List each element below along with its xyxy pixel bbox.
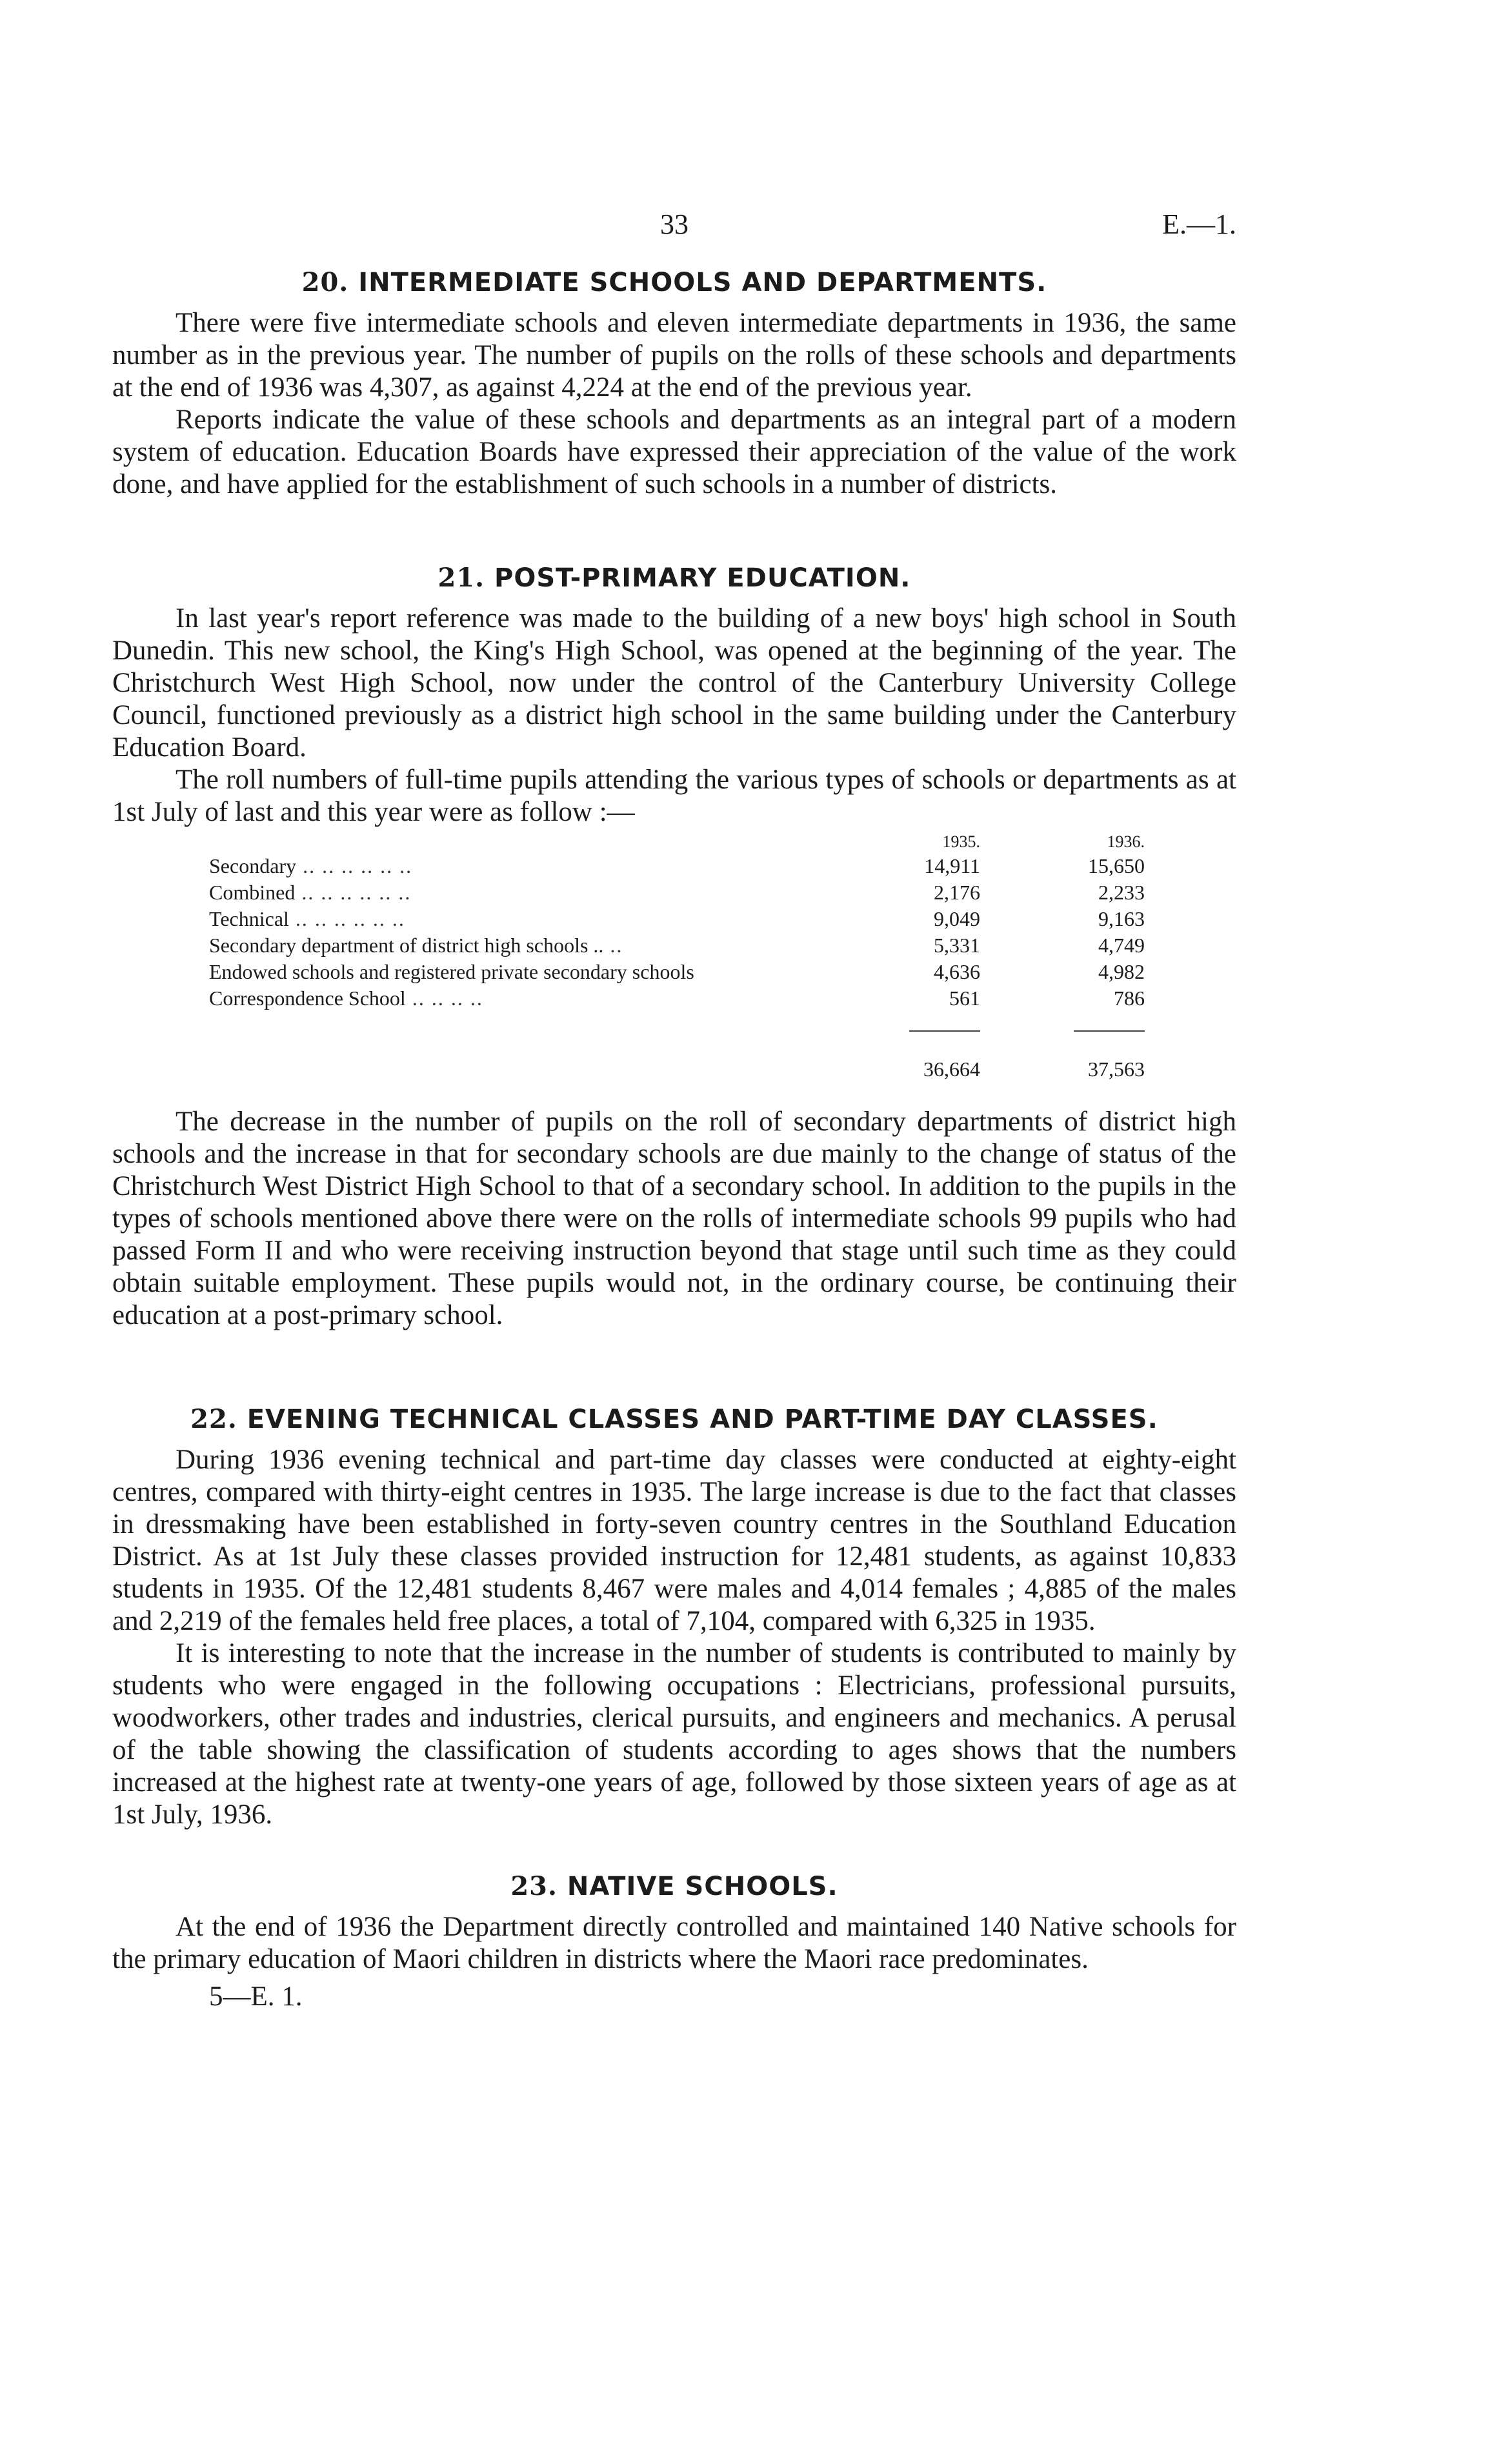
table-row [209, 932, 1145, 959]
section-evening-technical-classes [112, 1401, 1236, 1831]
section-heading [112, 265, 1236, 301]
table-row [209, 879, 1145, 906]
paragraph: Reports indicate the value of these schools and departments as an integral part of a modern system of education. Education Boards have expressed their appreciation of the value of the work done, and have applied for the establishment of such schools in a number of districts. [112, 405, 1236, 499]
section-title: POST-PRIMARY EDUCATION. [494, 563, 911, 593]
row-label: Endowed schools and registered private secondary schools [209, 960, 694, 983]
leader-dots: .. .. .. .. .. .. [296, 854, 413, 877]
page-header [112, 194, 1236, 252]
table-row [209, 906, 1145, 932]
section-post-primary-education [112, 560, 1236, 1332]
leader-dots: .. [603, 934, 623, 957]
value-1935: 14,911 [924, 854, 980, 877]
row-label: Technical [209, 907, 289, 930]
value-1936: 4,749 [1098, 934, 1145, 957]
paragraph: There were five intermediate schools and eleven intermediate departments in 1936, the same number as in the previous year. The number of pupils on the rolls of these schools and departments at the end of 1936 was 4,307, as against 4,224 at the end of the previous year. [112, 308, 1236, 403]
total-1936: 37,563 [1088, 1057, 1145, 1081]
value-1936: 786 [1114, 987, 1145, 1010]
sum-rule [909, 1030, 980, 1032]
row-label: Secondary department of district high schools .. [209, 934, 604, 957]
document-page [112, 194, 1236, 2012]
section-number: 20. [301, 267, 349, 297]
value-1935: 4,636 [934, 960, 980, 983]
total-row [209, 1038, 1145, 1083]
paragraph: During 1936 evening technical and part-time day classes were conducted at eighty-eight centres, compared with thirty-eight centres in 1935. The large increase is due to the fact that classes in dressmaking have been established in forty-seven country centres in the Southland Education District. As at 1st July these classes provided instruction for 12,481 students, as against 10,833 students in 1935. Of the 12,481 students 8,467 were males and 4,014 females ; 4,885 of the males and 2,219 of the females held free places, a total of 7,104, compared with 6,325 in 1935. [112, 1445, 1236, 1636]
value-1936: 9,163 [1098, 907, 1145, 930]
page-number: 33 [660, 208, 689, 240]
section-heading [112, 1868, 1236, 1905]
section-title: NATIVE SCHOOLS. [567, 1872, 838, 1901]
document-reference: E.—1. [1162, 208, 1236, 240]
paragraph: At the end of 1936 the Department directly controlled and maintained 140 Native schools for the primary education of Maori children in districts where the Maori race predominates. [112, 1912, 1236, 1974]
rule-row [209, 1012, 1145, 1038]
table-header-row [209, 831, 1145, 853]
signature-mark: 5—E. 1. [209, 1981, 303, 2012]
section-number: 23. [510, 1871, 558, 1901]
table-row [209, 853, 1145, 879]
value-1935: 9,049 [934, 907, 980, 930]
column-header-1936: 1936. [1107, 832, 1145, 851]
section-number: 22. [190, 1404, 237, 1434]
paragraph: In last year's report reference was made to the building of a new boys' high school in South Dunedin. This new school, the King's High School, was opened at the beginning of the year. The Christchurch West High School, now under the control of the Canterbury University College Council, functioned previously as a district high school in the same building under the Canterbury Education Board. [112, 603, 1236, 763]
column-header-1935: 1935. [942, 832, 980, 851]
leader-dots: .. .. .. .. .. .. [295, 881, 412, 904]
table-row [209, 959, 1145, 985]
value-1935: 2,176 [934, 881, 980, 904]
section-title: INTERMEDIATE SCHOOLS AND DEPARTMENTS. [358, 268, 1047, 297]
row-label: Correspondence School [209, 987, 406, 1010]
paragraph: The decrease in the number of pupils on the roll of secondary departments of district high schools and the increase in that for secondary schools are due mainly to the change of status of the Christchurch West District High School to that of a secondary school. In addition to the pupils in the types of schools mentioned above there were on the rolls of intermediate schools 99 pupils who had passed Form II and who were receiving instruction beyond that stage until such time as they could obtain suitable employment. These pupils would not, in the ordinary course, be continuing their education at a post-primary school. [112, 1107, 1236, 1330]
sum-rule [1074, 1030, 1145, 1032]
leader-dots: .. .. .. .. .. .. [288, 907, 405, 930]
roll-numbers-table [209, 831, 1145, 1083]
row-label: Combined [209, 881, 296, 904]
table-row [209, 985, 1145, 1012]
row-label: Secondary [209, 854, 297, 877]
section-native-schools [112, 1868, 1236, 1976]
paragraph: It is interesting to note that the increase in the number of students is contributed to mainly by students who were engaged in the following occupations : Electricians, professional pursuits, woodworkers, other trades and industries, clerical pursuits, and engineers and mechanics. A perusal of the table showing the classification of students according to ages shows that the numbers increased at the highest rate at twenty-one years of age, followed by those sixteen years of age as at 1st July, 1936. [112, 1638, 1236, 1830]
paragraph: The roll numbers of full-time pupils attending the various types of schools or departments as at 1st July of last and this year were as follow :— [112, 765, 1236, 827]
section-intermediate-schools [112, 265, 1236, 501]
value-1936: 15,650 [1088, 854, 1145, 877]
value-1935: 5,331 [934, 934, 980, 957]
section-number: 21. [437, 563, 485, 593]
total-1935: 36,664 [923, 1057, 980, 1081]
leader-dots: .. .. .. .. [405, 987, 483, 1010]
section-heading [112, 560, 1236, 596]
section-heading [112, 1401, 1236, 1437]
section-title: EVENING TECHNICAL CLASSES AND PART-TIME DAY CLASSES. [246, 1405, 1158, 1434]
value-1935: 561 [949, 987, 980, 1010]
value-1936: 4,982 [1098, 960, 1145, 983]
value-1936: 2,233 [1098, 881, 1145, 904]
